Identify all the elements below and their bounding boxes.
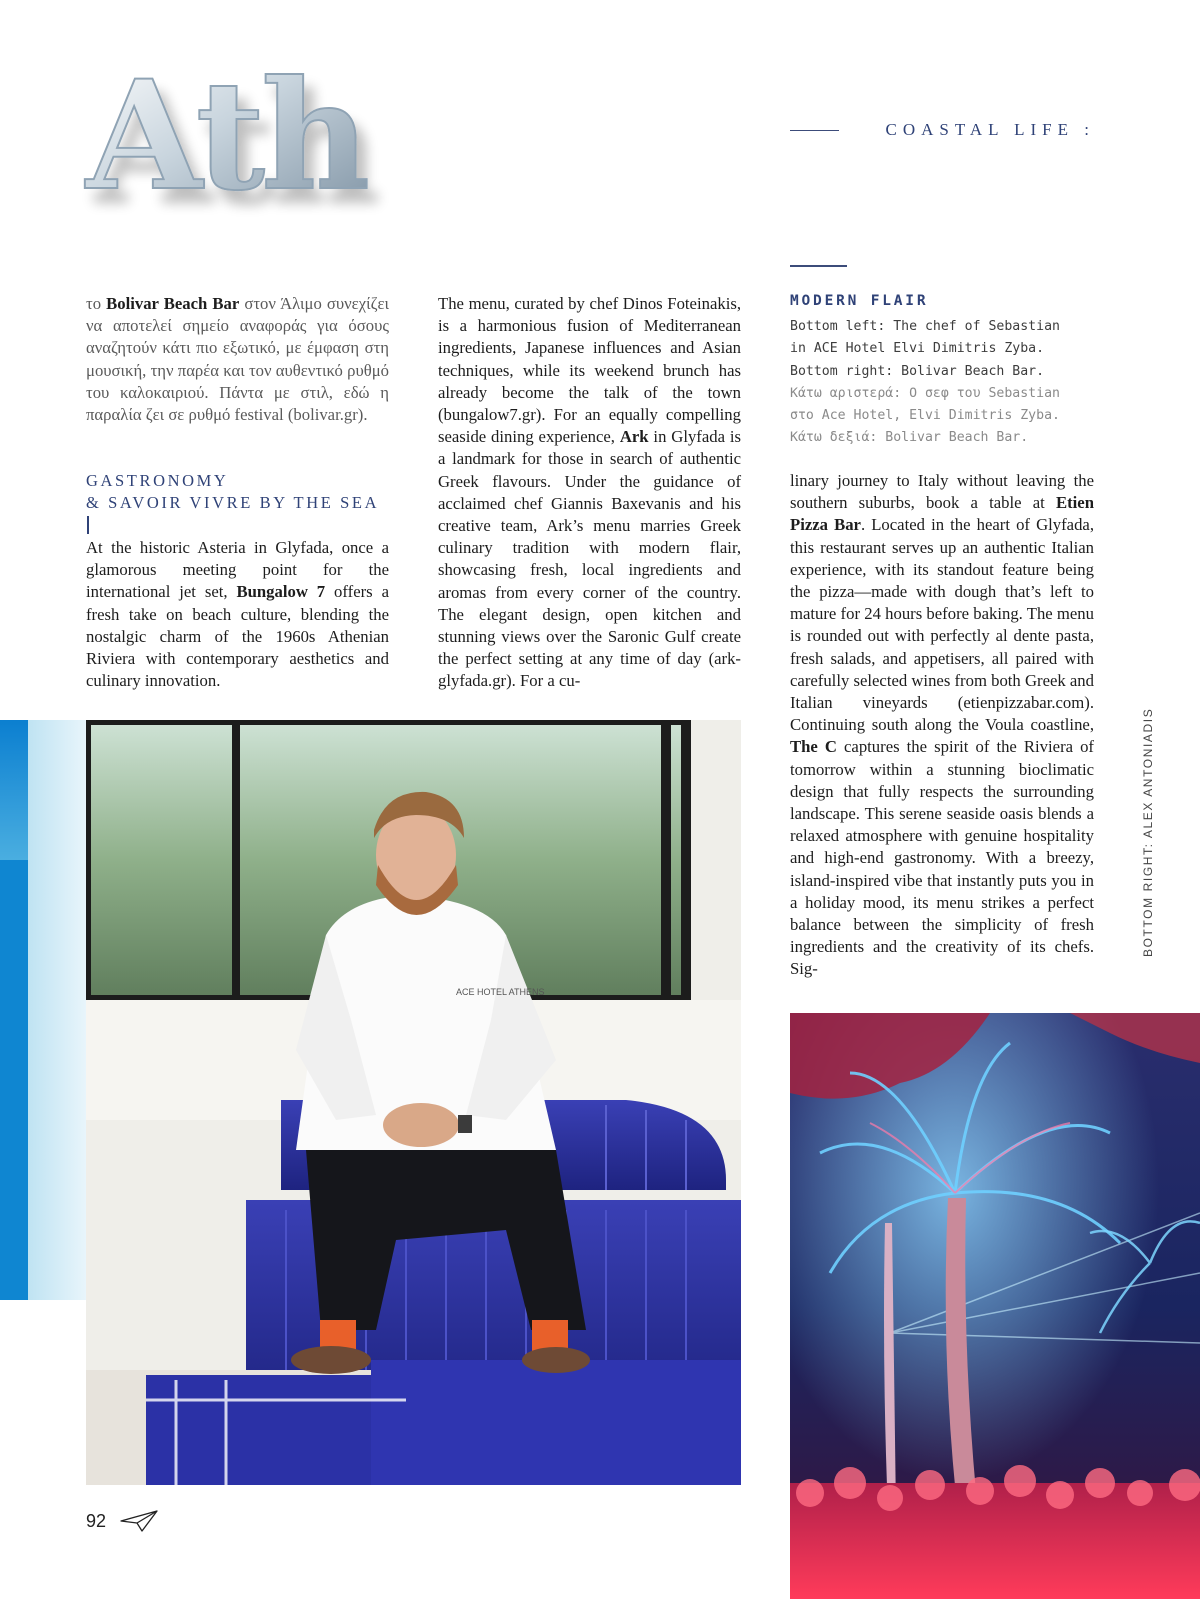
logo-graphic (80, 38, 440, 238)
section-title: COASTAL LIFE : (885, 120, 1095, 139)
magazine-logo (80, 38, 440, 238)
body-text-rest: offers a fresh take on beach culture, blending the nostalgic charm of the 1960s Athenian Riviera with contemporary aesthetics and culinary innovation. (86, 582, 389, 691)
col3-text-b: . Located in the heart of Glyfada, this restaurant serves up an authentic Italian experience, with its standout feature being the pizza—made with dough that’s left to mature for 24 hours before baking. The menu is rounded out with perfectly al dente pasta, fresh salads, and appetisers, all paired with carefully selected wines from both Greek and Italian vineyards (etienpizzabar.com). Continuing south along the Voula coastline, (790, 515, 1094, 735)
chef-photo-illustration (86, 720, 741, 1485)
logo-text: Ath (86, 48, 367, 224)
col3-text-c: captures the spirit of the Riviera of tomorrow within a stunning bioclimatic design that fully respects the surrounding landscape. This serene seaside oasis blends a relaxed atmosphere with genuine hospitality and high-end gastronomy. With a breezy, island-inspired vibe that instantly puts you in a holiday mood, its menu strikes a perfect balance between the simplicity of fresh ingredients and the creativity of its chefs. Sig- (790, 737, 1094, 979)
beach-bar-photo (790, 1013, 1200, 1599)
col3-text-a: linary journey to Italy without leaving the southern suburbs, book a table at (790, 471, 1094, 513)
photo-credit: BOTTOM RIGHT: ALEX ANTONIADIS (1141, 707, 1155, 957)
body-bold-name: Bungalow 7 (236, 582, 326, 602)
caption-rule (790, 265, 847, 267)
col3-bold-a: Etien Pizza Bar (790, 493, 1094, 535)
jacket-logo-text: ACE HOTEL ATHENS (456, 987, 545, 997)
caption-greek: Κάτω αριστερά: Ο σεφ του Sebastian στο Ace Hotel, Elvi Dimitris Zyba. Κάτω δεξιά: Bolivar Beach Bar. (790, 385, 1060, 446)
chef-photo (86, 720, 741, 1485)
paper-plane-icon (120, 1509, 158, 1533)
section-rule (790, 130, 839, 131)
caption-english: Bottom left: The chef of Sebastian in ACE Hotel Elvi Dimitris Zyba. Bottom right: Bolivar Beach Bar. (790, 319, 1060, 379)
greek-text-rest: στον Άλιμο συνεχίζει να αποτελεί σημείο αναφοράς για όσους αναζητούν κάτι πιο εξωτικό, με έμφαση στη μουσική, την παρέα και τον αυθεντικό ρυθμό του καλοκαιριού. Πάντα με στιλ, εδώ η παραλία ζει σε ρυθμό festival (bolivar.gr). (86, 294, 389, 425)
column-3-paragraph (790, 470, 1094, 981)
caption-heading: MODERN FLAIR (790, 293, 929, 309)
page-footer (86, 1509, 158, 1533)
column-1-body-paragraph (86, 537, 389, 692)
subhead-line-2: & SAVOIR VIVRE BY THE SEA (86, 493, 380, 512)
column-2-paragraph (438, 293, 741, 693)
caption-body (790, 316, 1080, 450)
col2-text-a: The menu, curated by chef Dinos Foteinakis, is a harmonious fusion of Mediterranean ingredients, Japanese influences and Asian techniques, while its weekend brunch has already become the talk of the town (bungalow7.gr). For an equally compelling seaside dining experience, (438, 294, 741, 447)
body-text-pre: At the historic Asteria in Glyfada, once a glamorous meeting point for the international jet set, (86, 538, 389, 602)
decorative-blue-bar (0, 720, 28, 860)
col3-bold-b: The C (790, 737, 837, 757)
section-subhead (86, 470, 406, 514)
col2-bold-a: Ark (619, 427, 649, 447)
col2-text-b: in Glyfada is a landmark for those in search of authentic Greek flavours. Under the guidance of acclaimed chef Giannis Baxevanis and his creative team, Ark’s menu marries Greek culinary tradition with modern flair, showcasing fresh, local ingredients and aromas from every corner of the country. The elegant design, open kitchen and stunning views over the Saronic Gulf create the perfect setting at any time of day (ark-glyfada.gr). For a cu- (438, 427, 741, 691)
column-1-greek-paragraph (86, 293, 389, 426)
subhead-divider (87, 516, 89, 534)
subhead-line-1: GASTRONOMY (86, 471, 229, 490)
page-number: 92 (86, 1510, 107, 1531)
greek-bold-name: Bolivar Beach Bar (106, 294, 240, 313)
beach-bar-illustration (790, 1013, 1200, 1599)
section-label (790, 118, 1095, 142)
greek-text-pre: το (86, 294, 107, 313)
